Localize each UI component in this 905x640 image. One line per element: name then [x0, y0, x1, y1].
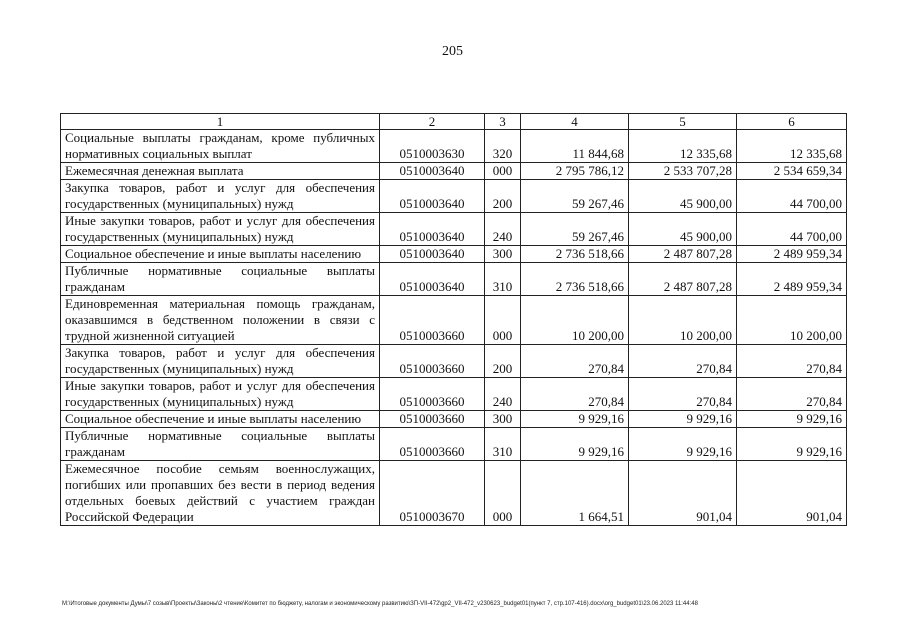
header-row: [61, 114, 847, 130]
row-value-4: 9 929,16: [521, 411, 629, 428]
row-value-6: 270,84: [737, 345, 847, 378]
budget-table: [60, 113, 847, 526]
row-type: 310: [485, 263, 521, 296]
row-value-6: 10 200,00: [737, 296, 847, 345]
row-code: 0510003660: [380, 411, 485, 428]
row-code: 0510003640: [380, 163, 485, 180]
row-value-5: 45 900,00: [629, 180, 737, 213]
table-row: [61, 345, 847, 378]
row-type: 240: [485, 213, 521, 246]
row-code: 0510003660: [380, 296, 485, 345]
row-value-4: 270,84: [521, 345, 629, 378]
table-row: [61, 296, 847, 345]
row-code: 0510003660: [380, 345, 485, 378]
row-value-6: 9 929,16: [737, 428, 847, 461]
header-col-1: 1: [61, 114, 380, 130]
row-name: Социальное обеспечение и иные выплаты населению: [61, 246, 380, 263]
row-code: 0510003640: [380, 246, 485, 263]
row-value-6: 9 929,16: [737, 411, 847, 428]
row-code: 0510003640: [380, 213, 485, 246]
row-code: 0510003640: [380, 263, 485, 296]
table-row: [61, 130, 847, 163]
row-type: 200: [485, 180, 521, 213]
row-value-6: 2 489 959,34: [737, 246, 847, 263]
row-value-4: 2 736 518,66: [521, 246, 629, 263]
row-value-4: 270,84: [521, 378, 629, 411]
row-name: Единовременная материальная помощь гражданам, оказавшимся в бедственном положении в связи с трудной жизненной ситуацией: [61, 296, 380, 345]
row-value-6: 12 335,68: [737, 130, 847, 163]
row-type: 000: [485, 461, 521, 526]
header-col-5: 5: [629, 114, 737, 130]
table-row: [61, 180, 847, 213]
row-value-4: 10 200,00: [521, 296, 629, 345]
row-type: 240: [485, 378, 521, 411]
row-type: 320: [485, 130, 521, 163]
row-value-5: 2 487 807,28: [629, 263, 737, 296]
row-value-6: 270,84: [737, 378, 847, 411]
table-row: [61, 428, 847, 461]
row-name: Иные закупки товаров, работ и услуг для обеспечения государственных (муниципальных) нужд: [61, 213, 380, 246]
table-row: [61, 461, 847, 526]
row-value-5: 10 200,00: [629, 296, 737, 345]
row-name: Закупка товаров, работ и услуг для обеспечения государственных (муниципальных) нужд: [61, 180, 380, 213]
table-row: [61, 213, 847, 246]
row-name: Публичные нормативные социальные выплаты гражданам: [61, 263, 380, 296]
row-value-6: 2 489 959,34: [737, 263, 847, 296]
footer-file-path: M:\Итоговые документы Думы\7 созыв\Проекты\Законы\2 чтение\Комитет по бюджету, налогам и экономическому развитию\ЗП-VII-472\gp2_VII-472_v230623_budget01(пункт 7, стр.107-416).docx\org_budget01\23.06.2023 11:44:48: [62, 601, 698, 607]
row-value-5: 45 900,00: [629, 213, 737, 246]
row-value-4: 2 736 518,66: [521, 263, 629, 296]
row-name: Социальное обеспечение и иные выплаты населению: [61, 411, 380, 428]
row-value-5: 2 487 807,28: [629, 246, 737, 263]
row-value-4: 1 664,51: [521, 461, 629, 526]
header-col-4: 4: [521, 114, 629, 130]
row-name: Публичные нормативные социальные выплаты гражданам: [61, 428, 380, 461]
row-value-6: 901,04: [737, 461, 847, 526]
row-type: 000: [485, 163, 521, 180]
row-value-4: 9 929,16: [521, 428, 629, 461]
row-value-5: 9 929,16: [629, 411, 737, 428]
row-value-4: 59 267,46: [521, 180, 629, 213]
row-name: Социальные выплаты гражданам, кроме публичных нормативных социальных выплат: [61, 130, 380, 163]
row-type: 300: [485, 246, 521, 263]
row-value-5: 901,04: [629, 461, 737, 526]
row-code: 0510003660: [380, 428, 485, 461]
page-number: 205: [442, 44, 463, 59]
row-name: Закупка товаров, работ и услуг для обеспечения государственных (муниципальных) нужд: [61, 345, 380, 378]
header-col-3: 3: [485, 114, 521, 130]
row-value-5: 12 335,68: [629, 130, 737, 163]
table-row: [61, 411, 847, 428]
row-value-6: 44 700,00: [737, 213, 847, 246]
row-code: 0510003660: [380, 378, 485, 411]
row-value-5: 270,84: [629, 378, 737, 411]
row-value-4: 59 267,46: [521, 213, 629, 246]
row-name: Иные закупки товаров, работ и услуг для обеспечения государственных (муниципальных) нужд: [61, 378, 380, 411]
table-header: [61, 114, 847, 130]
row-value-4: 2 795 786,12: [521, 163, 629, 180]
row-type: 310: [485, 428, 521, 461]
row-value-5: 270,84: [629, 345, 737, 378]
row-value-6: 2 534 659,34: [737, 163, 847, 180]
row-value-4: 11 844,68: [521, 130, 629, 163]
table-row: [61, 246, 847, 263]
row-code: 0510003640: [380, 180, 485, 213]
table-row: [61, 163, 847, 180]
row-type: 000: [485, 296, 521, 345]
table-row: [61, 378, 847, 411]
row-name: Ежемесячное пособие семьям военнослужащих, погибших или пропавших без вести в период ведения отдельных боевых действий с участием граждан Российской Федерации: [61, 461, 380, 526]
row-type: 300: [485, 411, 521, 428]
row-type: 200: [485, 345, 521, 378]
row-name: Ежемесячная денежная выплата: [61, 163, 380, 180]
header-col-6: 6: [737, 114, 847, 130]
row-value-5: 2 533 707,28: [629, 163, 737, 180]
table-row: [61, 263, 847, 296]
header-col-2: 2: [380, 114, 485, 130]
table-body: [61, 130, 847, 526]
row-code: 0510003630: [380, 130, 485, 163]
row-code: 0510003670: [380, 461, 485, 526]
row-value-5: 9 929,16: [629, 428, 737, 461]
row-value-6: 44 700,00: [737, 180, 847, 213]
